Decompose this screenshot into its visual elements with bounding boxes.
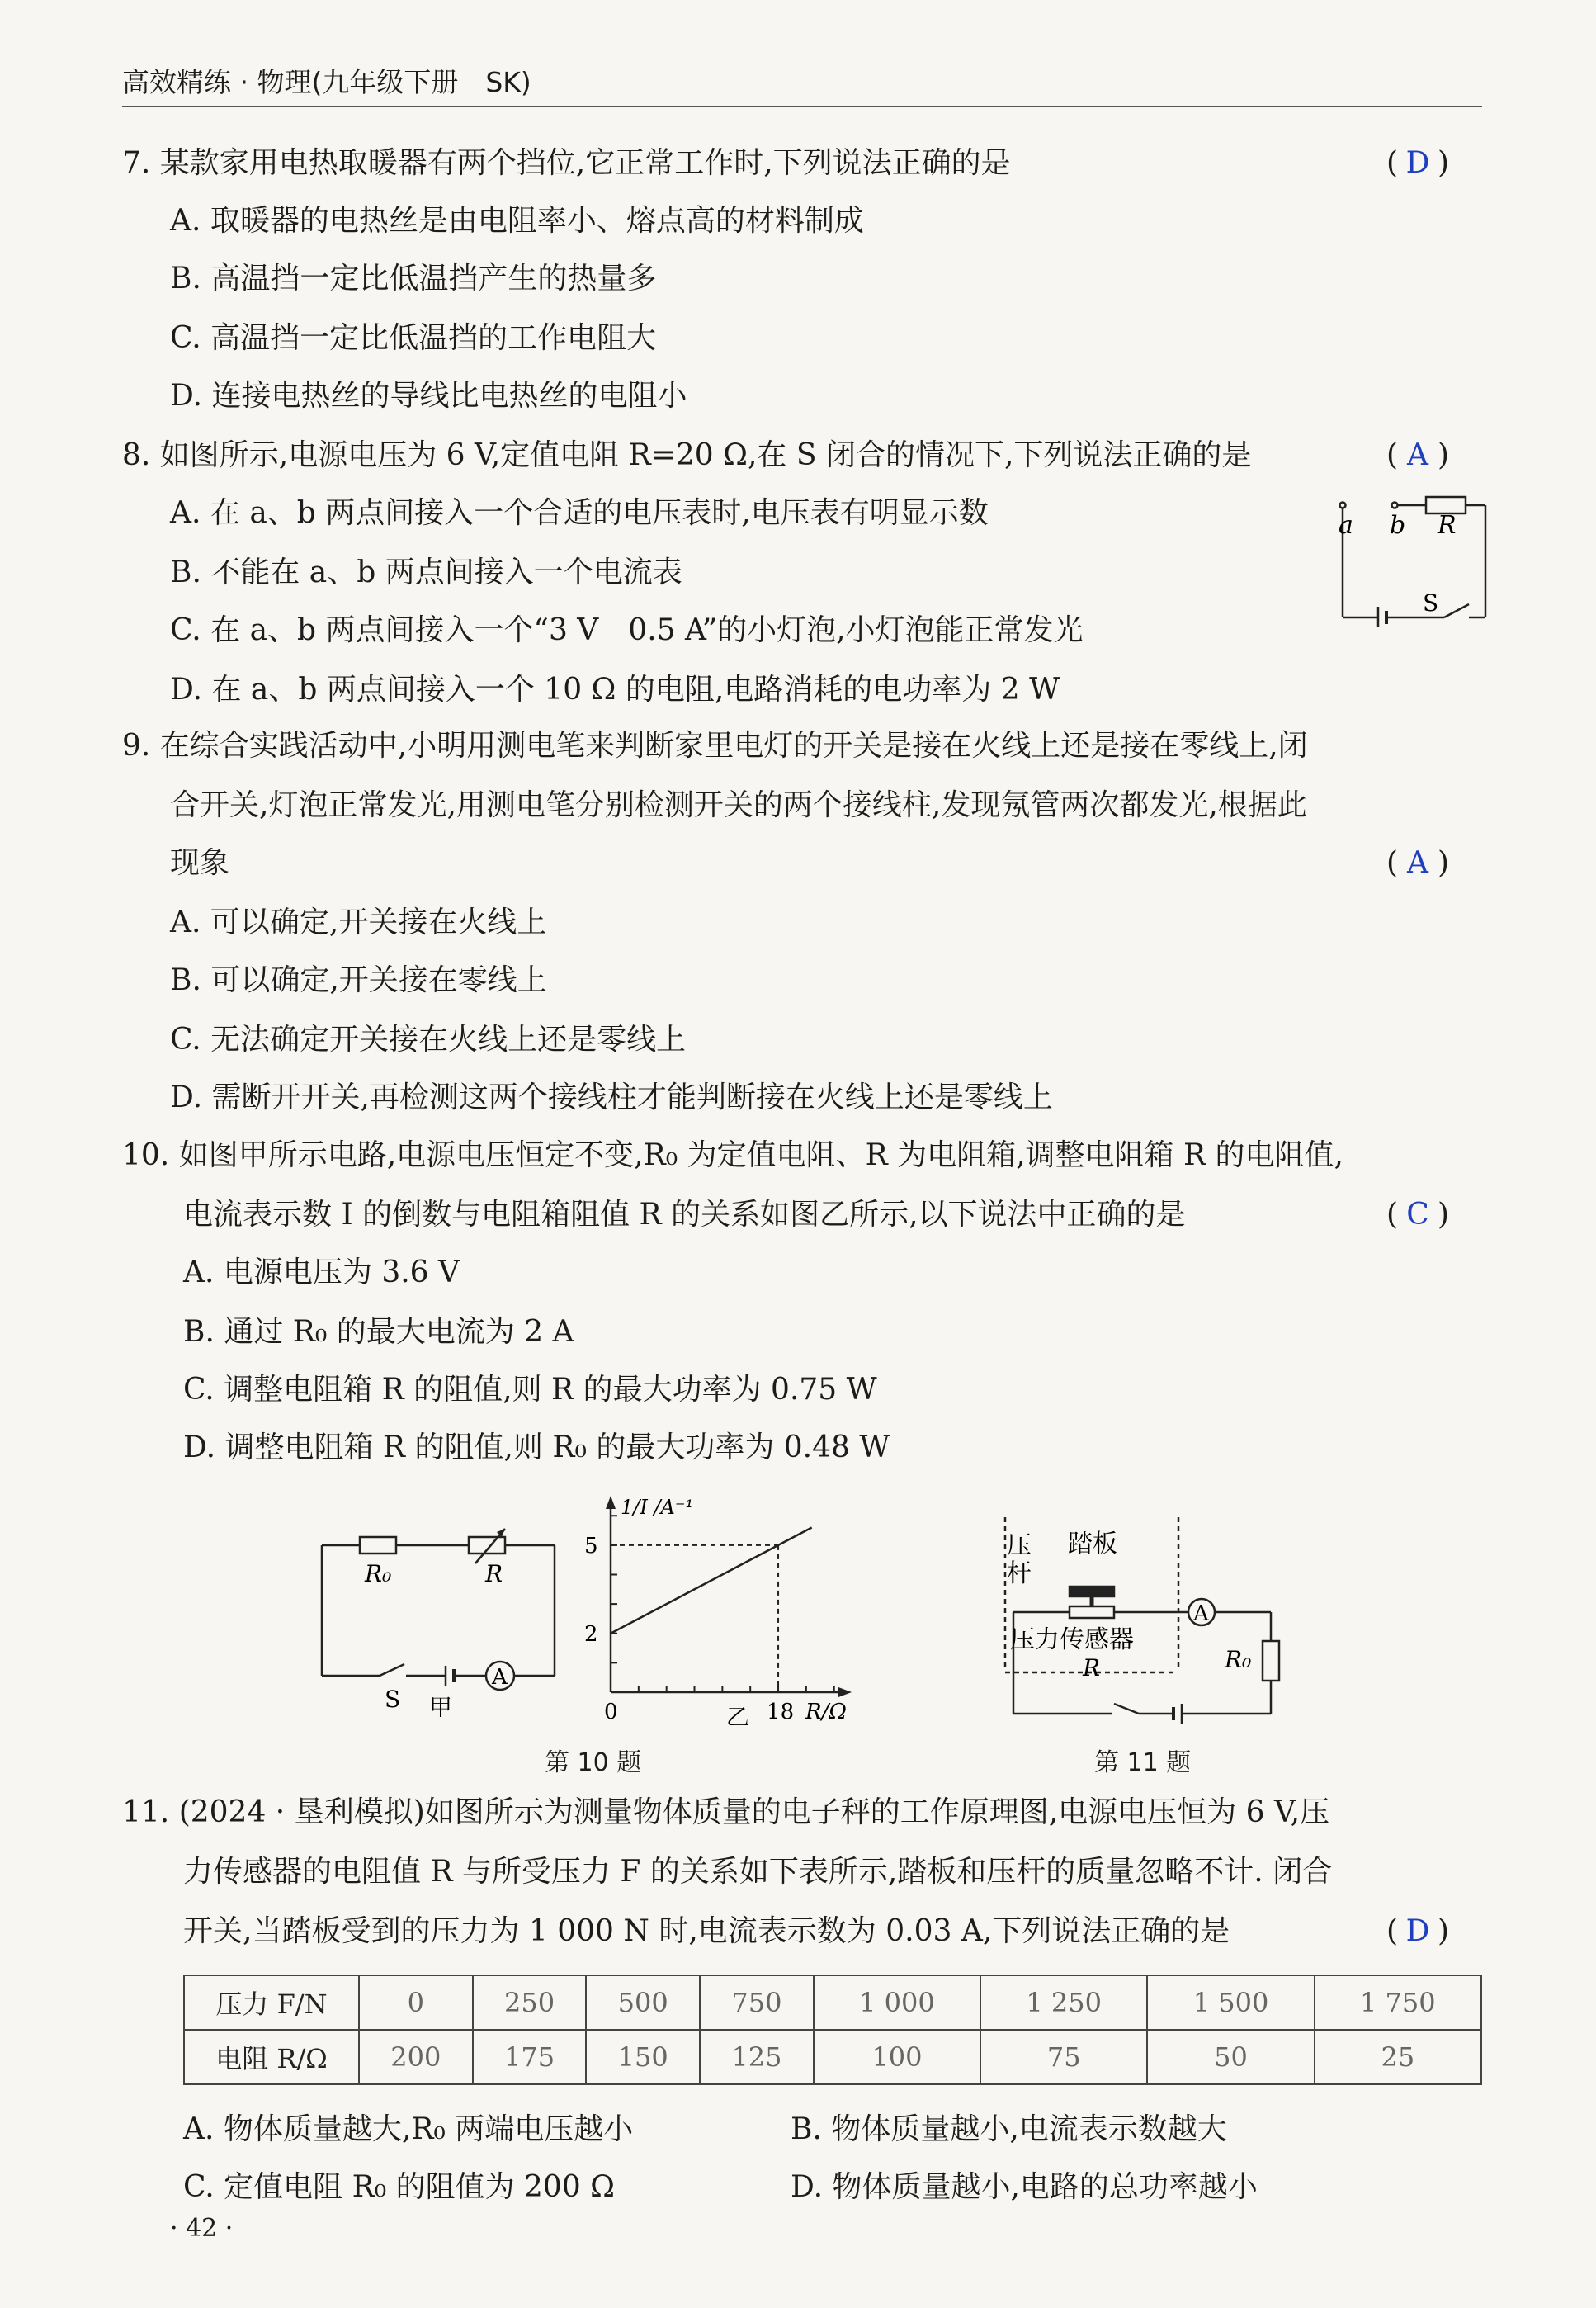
table-cell: 50: [1147, 2030, 1314, 2084]
q9-option-d: D. 需断开开关,再检测这两个接线柱才能判断接在火线上还是零线上: [170, 1081, 1053, 1114]
q11-label-r: R: [1083, 1654, 1101, 1681]
graph-data-line: [611, 1528, 812, 1634]
q8-circuit-figure: [1329, 487, 1502, 627]
q11-stem-line-3: 开关,当踏板受到的压力为 1 000 N 时,电流表示数为 0.03 A,下列说法正确的是: [183, 1914, 1230, 1948]
q11-option-d: D. 物体质量越小,电路的总功率越小: [791, 2170, 1258, 2204]
q7-option-d: D. 连接电热丝的导线比电热丝的电阻小: [170, 379, 687, 413]
q8-stem: 8. 如图所示,电源电压为 6 V,定值电阻 R=20 Ω,在 S 闭合的情况下,下列说法正确的是: [122, 438, 1252, 472]
q11-r0-resistor: [1263, 1641, 1279, 1681]
graph-ytick-5: 5: [584, 1533, 598, 1558]
table-cell: 750: [700, 1975, 814, 2030]
q9-stem-line-1: 9. 在综合实践活动中,小明用测电笔来判断家里电灯的开关是接在火线上还是接在零线上,闭: [122, 729, 1308, 763]
page-number: · 42 ·: [170, 2214, 234, 2243]
q8-option-a: A. 在 a、b 两点间接入一个合适的电压表时,电压表有明显示数: [170, 496, 989, 530]
q11-stem-line-2: 力传感器的电阻值 R 与所受压力 F 的关系如下表所示,踏板和压杆的质量忽略不计. 闭合: [183, 1855, 1333, 1889]
q11-meter-label: A: [1193, 1601, 1209, 1626]
q11-option-b: B. 物体质量越小,电流表示数越大: [791, 2112, 1227, 2146]
graph-y-arrow: [606, 1496, 616, 1509]
graph-y-label: 1/I /A⁻¹: [621, 1496, 694, 1519]
q10-jia-s-label: S: [385, 1686, 401, 1713]
q7-answer: ( D ): [1386, 146, 1450, 180]
q11-sensor: [1070, 1606, 1114, 1618]
q10-jia-r0-label: R₀: [365, 1560, 392, 1587]
table-cell: 25: [1315, 2030, 1481, 2084]
table-cell: 1 250: [980, 1975, 1147, 2030]
q8-label-r: R: [1438, 511, 1457, 540]
q10-option-a: A. 电源电压为 3.6 V: [183, 1256, 460, 1289]
q11-label-gan: 杆: [1007, 1559, 1032, 1588]
table-cell: 0: [359, 1975, 473, 2030]
q7-option-b: B. 高温挡一定比低温挡产生的热量多: [170, 262, 657, 296]
q10-jia-r-label: R: [485, 1560, 503, 1587]
q10-option-b: B. 通过 R₀ 的最大电流为 2 A: [183, 1315, 574, 1349]
q11-label-r0: R₀: [1225, 1646, 1252, 1673]
table-cell: 1 000: [814, 1975, 980, 2030]
q10-r0-resistor: [360, 1537, 396, 1554]
q9-stem-line-2: 合开关,灯泡正常发光,用测电笔分别检测开关的两个接线柱,发现氖管两次都发光,根据此: [170, 788, 1307, 822]
q9-option-c: C. 无法确定开关接在火线上还是零线上: [170, 1023, 687, 1057]
header-rule: [122, 106, 1482, 107]
q7-option-c: C. 高温挡一定比低温挡的工作电阻大: [170, 321, 657, 355]
q10-graph-yi: [561, 1486, 883, 1725]
q8-terminal-b: [1392, 503, 1398, 508]
q11-pedal: [1070, 1587, 1114, 1596]
q11-caption: 第 11 题: [1094, 1748, 1192, 1777]
q10-switch: [380, 1664, 404, 1676]
graph-xtick-0: 0: [604, 1700, 618, 1724]
q10-stem-line-1: 10. 如图甲所示电路,电源电压恒定不变,R₀ 为定值电阻、R 为电阻箱,调整电阻箱 R 的电阻值,: [122, 1138, 1343, 1172]
q8-terminal-a: [1340, 503, 1346, 508]
q8-switch-blade: [1444, 604, 1469, 617]
q10-stem-line-2: 电流表示数 I 的倒数与电阻箱阻值 R 的关系如图乙所示,以下说法中正确的是: [183, 1198, 1186, 1232]
q8-option-b: B. 不能在 a、b 两点间接入一个电流表: [170, 556, 682, 589]
q10-circuit-jia: [314, 1527, 561, 1717]
q10-caption: 第 10 题: [545, 1748, 642, 1777]
table-cell: 75: [980, 2030, 1147, 2084]
table-cell: 1 500: [1147, 1975, 1314, 2030]
q8-label-b: b: [1390, 511, 1406, 540]
q10-option-d: D. 调整电阻箱 R 的阻值,则 R₀ 的最大功率为 0.48 W: [183, 1431, 890, 1464]
q11-label-sensor: 压力传感器: [1010, 1625, 1134, 1654]
q11-label-ya: 压: [1007, 1531, 1032, 1560]
q9-option-a: A. 可以确定,开关接在火线上: [170, 906, 547, 939]
graph-x-arrow: [838, 1687, 852, 1697]
graph-xtick-18: 18: [767, 1700, 795, 1724]
table-cell: 200: [359, 2030, 473, 2084]
q10-answer: ( C ): [1386, 1198, 1450, 1232]
table-row-label: 压力 F/N: [184, 1975, 359, 2030]
table-cell: 250: [473, 1975, 587, 2030]
graph-x-label: R/Ω: [805, 1700, 847, 1724]
q11-label-taban: 踏板: [1068, 1530, 1117, 1558]
q8-option-c: C. 在 a、b 两点间接入一个“3 V 0.5 A”的小灯泡,小灯泡能正常发光: [170, 613, 1084, 647]
page-header: 高效精练 · 物理(九年级下册 SK): [122, 66, 531, 98]
table-cell: 100: [814, 2030, 980, 2084]
q11-data-table: [183, 1975, 1482, 2085]
q9-option-b: B. 可以确定,开关接在零线上: [170, 963, 547, 997]
q8-label-s: S: [1423, 589, 1439, 617]
q11-answer: ( D ): [1386, 1914, 1450, 1948]
q11-switch: [1114, 1704, 1139, 1714]
graph-ytick-2: 2: [584, 1621, 598, 1647]
table-cell: 500: [586, 1975, 700, 2030]
q7-option-a: A. 取暖器的电热丝是由电阻率小、熔点高的材料制成: [170, 204, 864, 238]
table-row: [184, 2030, 1481, 2084]
q10-jia-meter-label: A: [492, 1665, 508, 1690]
q10-option-c: C. 调整电阻箱 R 的阻值,则 R 的最大功率为 0.75 W: [183, 1373, 877, 1407]
table-cell: 150: [586, 2030, 700, 2084]
q8-label-a: a: [1339, 511, 1353, 540]
q11-circuit-figure: [990, 1517, 1304, 1740]
q8-option-d: D. 在 a、b 两点间接入一个 10 Ω 的电阻,电路消耗的电功率为 2 W: [170, 673, 1060, 707]
q11-option-a: A. 物体质量越大,R₀ 两端电压越小: [183, 2112, 634, 2146]
q10-jia-name: 甲: [429, 1694, 453, 1717]
table-cell: 1 750: [1315, 1975, 1481, 2030]
table-cell: 175: [473, 2030, 587, 2084]
q7-stem: 7. 某款家用电热取暖器有两个挡位,它正常工作时,下列说法正确的是: [122, 146, 1011, 180]
q11-option-c: C. 定值电阻 R₀ 的阻值为 200 Ω: [183, 2170, 616, 2204]
q9-stem-line-3: 现象: [170, 846, 230, 880]
q8-answer: ( A ): [1386, 438, 1450, 472]
table-row: [184, 1975, 1481, 2030]
q11-stem-line-1: 11. (2024 · 垦利模拟)如图所示为测量物体质量的电子秤的工作原理图,电源电压恒为 6 V,压: [122, 1795, 1330, 1829]
table-cell: 125: [700, 2030, 814, 2084]
graph-name: 乙: [726, 1704, 750, 1725]
table-row-label: 电阻 R/Ω: [184, 2030, 359, 2084]
q9-answer: ( A ): [1386, 846, 1450, 880]
